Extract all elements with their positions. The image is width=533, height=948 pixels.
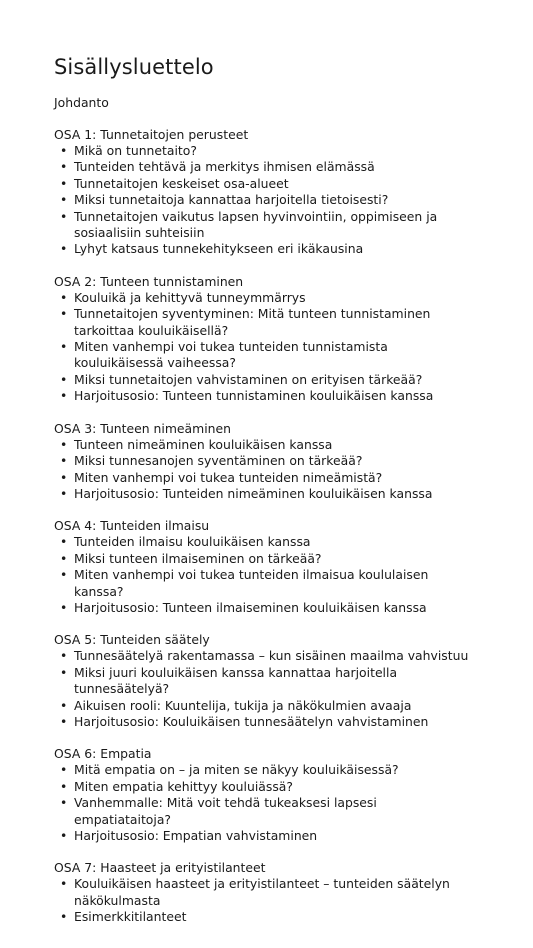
bullet-icon: •	[60, 469, 68, 485]
section-heading: OSA 7: Haasteet ja erityistilanteet	[54, 860, 266, 876]
list-item	[60, 371, 474, 388]
bullet-icon: •	[60, 339, 68, 355]
bullet-icon: •	[60, 208, 68, 224]
list-item	[60, 306, 474, 339]
bullet-icon: •	[60, 143, 68, 158]
bullet-icon: •	[60, 534, 68, 550]
section-heading: OSA 6: Empatia	[54, 746, 152, 762]
bullet-icon: •	[60, 778, 68, 794]
list-item-text: Aikuisen rooli: Kuuntelija, tukija ja näkökulmien avaaja	[74, 697, 412, 713]
toc-section	[54, 421, 533, 503]
bullet-icon: •	[60, 159, 68, 175]
list-item-text: Kouluikä ja kehittyvä tunneymmärrys	[74, 289, 306, 305]
page-title: Sisällysluettelo	[54, 55, 214, 79]
list-item	[60, 192, 474, 208]
list-item-text: Kouluikäisen haasteet ja erityistilanteet – tunteiden säätelyn näkökulmasta	[74, 876, 450, 908]
bullet-icon: •	[60, 306, 68, 322]
list-item	[60, 453, 474, 469]
list-item	[60, 241, 474, 257]
list-item-text: Miksi juuri kouluikäisen kanssa kannattaa harjoitella tunnesäätelyä?	[74, 664, 398, 697]
bullet-icon: •	[60, 485, 68, 501]
section-item-list	[54, 437, 533, 503]
list-item	[60, 485, 474, 502]
list-item	[60, 550, 474, 567]
list-item-text: Harjoitusosio: Tunteiden nimeäminen kouluikäisen kanssa	[74, 485, 433, 501]
list-item-text: Mitä empatia on – ja miten se näkyy kouluikäisessä?	[74, 762, 399, 778]
section-heading: OSA 4: Tunteiden ilmaisu	[54, 518, 210, 534]
list-item-text: Harjoitusosio: Empatian vahvistaminen	[74, 828, 318, 843]
bullet-icon: •	[60, 567, 68, 583]
list-item-text: Miten vanhempi voi tukea tunteiden nimeämistä?	[74, 469, 383, 485]
list-item-text: Miksi tunnesanojen syventäminen on tärkeää?	[74, 453, 363, 469]
bullet-icon: •	[60, 371, 68, 387]
section-item-list	[54, 143, 533, 258]
list-item-text: Vanhemmalle: Mitä voit tehdä tukeaksesi lapsesi empatiataitoja?	[74, 795, 377, 827]
list-item-text: Tunnetaitojen keskeiset osa-alueet	[74, 175, 289, 191]
list-item-text: Tunteen nimeäminen kouluikäisen kanssa	[74, 436, 333, 452]
list-item	[60, 436, 474, 453]
list-item-text: Lyhyt katsaus tunnekehitykseen eri ikäkausina	[74, 241, 364, 257]
list-item	[60, 697, 474, 714]
list-item-text: Mikä on tunnetaito?	[74, 143, 197, 158]
list-item	[60, 289, 474, 306]
intro-entry: Johdanto	[54, 95, 109, 110]
bullet-icon: •	[60, 289, 68, 305]
list-item	[60, 469, 474, 486]
toc-sections	[54, 127, 533, 926]
list-item-text: Harjoitusosio: Tunteen ilmaiseminen kouluikäisen kanssa	[74, 599, 427, 615]
list-item	[60, 648, 474, 664]
list-item-text: Miten vanhempi voi tukea tunteiden ilmaisua koululaisen kanssa?	[74, 567, 429, 599]
section-item-list	[54, 290, 533, 405]
section-item-list	[54, 648, 533, 730]
list-item	[60, 828, 474, 844]
list-item-text: Esimerkkitilanteet	[74, 909, 187, 925]
bullet-icon: •	[60, 550, 68, 566]
bullet-icon: •	[60, 876, 68, 892]
list-item	[60, 795, 474, 828]
list-item	[60, 143, 474, 159]
section-item-list	[54, 762, 533, 844]
list-item	[60, 208, 474, 242]
list-item	[60, 876, 474, 909]
list-item	[60, 159, 474, 175]
list-item-text: Harjoitusosio: Tunteen tunnistaminen kouluikäisen kanssa	[74, 388, 434, 404]
list-item-text: Miten vanhempi voi tukea tunteiden tunnistamista kouluikäisessä vaiheessa?	[74, 339, 388, 371]
list-item	[60, 599, 474, 616]
bullet-icon: •	[60, 909, 68, 925]
list-item	[60, 534, 474, 550]
list-item	[60, 713, 474, 730]
section-heading: OSA 3: Tunteen nimeäminen	[54, 420, 231, 436]
list-item-text: Harjoitusosio: Kouluikäisen tunnesäätelyn vahvistaminen	[74, 713, 429, 729]
bullet-icon: •	[60, 436, 68, 452]
bullet-icon: •	[60, 828, 68, 843]
list-item	[60, 567, 474, 600]
list-item	[60, 762, 474, 778]
list-item-text: Miksi tunnetaitojen vahvistaminen on erityisen tärkeää?	[74, 371, 423, 387]
section-item-list	[54, 876, 533, 925]
list-item-text: Miksi tunteen ilmaiseminen on tärkeää?	[74, 550, 322, 566]
list-item-text: Tunnetaitojen syventyminen: Mitä tunteen tunnistaminen tarkoittaa kouluikäisellä?	[74, 306, 431, 338]
list-item-text: Miksi tunnetaitoja kannattaa harjoitella tietoisesti?	[74, 192, 389, 208]
bullet-icon: •	[60, 175, 68, 191]
list-item-text: Tunteiden ilmaisu kouluikäisen kanssa	[74, 534, 311, 550]
toc-section	[54, 746, 533, 844]
bullet-icon: •	[60, 599, 68, 615]
list-item	[60, 909, 474, 925]
bullet-icon: •	[60, 664, 68, 680]
toc-section	[54, 518, 533, 616]
list-item-text: Tunnesäätelyä rakentamassa – kun sisäinen maailma vahvistuu	[74, 648, 469, 664]
list-item	[60, 339, 474, 372]
bullet-icon: •	[60, 648, 68, 664]
toc-section	[54, 274, 533, 405]
list-item-text: Tunnetaitojen vaikutus lapsen hyvinvointiin, oppimiseen ja sosiaalisiin suhteisiin	[74, 208, 438, 241]
bullet-icon: •	[60, 388, 68, 404]
bullet-icon: •	[60, 713, 68, 729]
list-item	[60, 388, 474, 404]
section-heading: OSA 1: Tunnetaitojen perusteet	[54, 127, 249, 142]
bullet-icon: •	[60, 453, 68, 469]
list-item-text: Tunteiden tehtävä ja merkitys ihmisen elämässä	[74, 159, 375, 175]
bullet-icon: •	[60, 762, 68, 778]
bullet-icon: •	[60, 241, 68, 257]
list-item-text: Miten empatia kehittyy kouluiässä?	[74, 778, 293, 794]
section-heading: OSA 2: Tunteen tunnistaminen	[54, 273, 244, 289]
list-item	[60, 778, 474, 795]
list-item	[60, 664, 474, 698]
toc-section	[54, 860, 533, 925]
toc-section	[54, 632, 533, 730]
bullet-icon: •	[60, 795, 68, 811]
section-heading: OSA 5: Tunteiden säätely	[54, 632, 210, 648]
bullet-icon: •	[60, 192, 68, 208]
bullet-icon: •	[60, 697, 68, 713]
list-item	[60, 175, 474, 192]
section-item-list	[54, 534, 533, 616]
toc-section	[54, 127, 533, 258]
